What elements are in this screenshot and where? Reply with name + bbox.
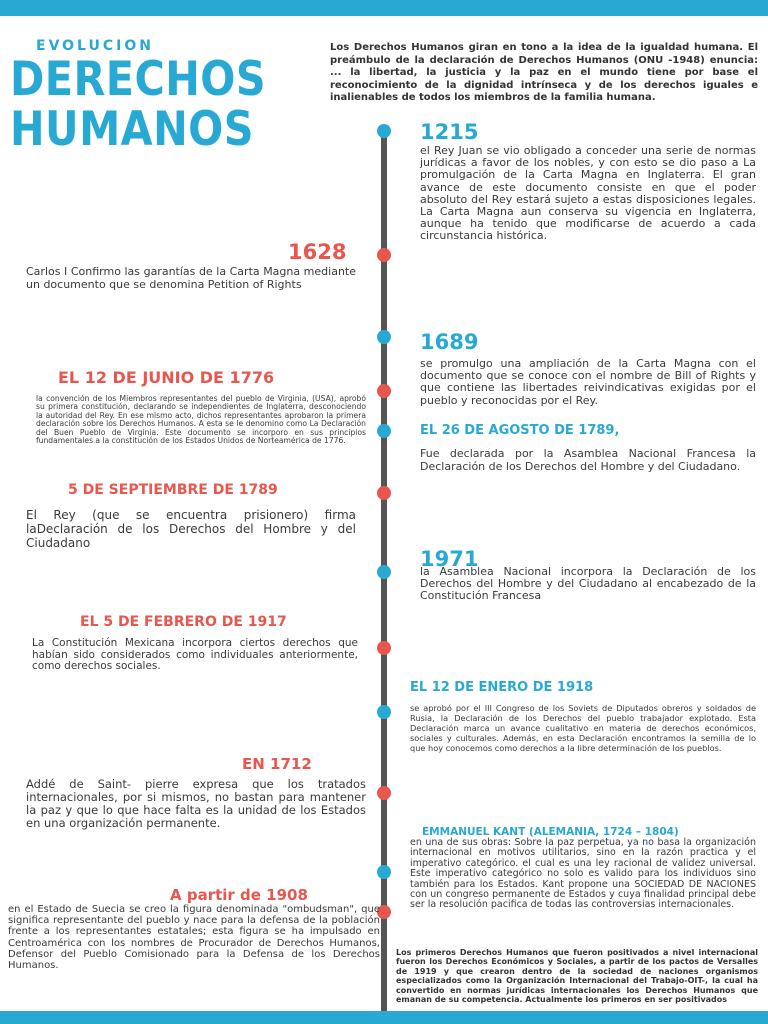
timeline-dot-kant: [377, 865, 391, 879]
event-kant-text: en una de sus obras: Sobre la paz perpetua, ya no basa la organización internacional en motivos utilitarios, sino en la razón practica y el imperativo categórico. el cual es una ley racional de validez universal. Este imperativo categórico no solo es valido para los individuos sino también para los Estados. Kant propone una SOCIEDAD DE NACIONES con un congreso permanente de Estados y cuya finalidad principal debe ser la resolución pacifica de todas las controversias internacionales.: [410, 837, 756, 911]
timeline-dot-1712: [377, 786, 391, 800]
event-1628-title: 1628: [288, 240, 347, 264]
page-title: [10, 52, 292, 157]
timeline-dot-1776: [377, 384, 391, 398]
event-kant-title: EMMANUEL KANT (ALEMANIA, 1724 – 1804): [422, 826, 679, 838]
event-1908-text: en el Estado de Suecia se creo la figura denominada "ombudsman", que significa representante del pueblo y nace para la defensa de la población frente a los representantes estatales; esta figura se ha impulsado en Centroamérica con los nombres de Procurador de Derechos Humanos, Defensor del Pueblo Comisionado para la Defensa de los Derechos Humanos.: [8, 904, 380, 972]
timeline-dot-1628: [377, 248, 391, 262]
event-1918-title: EL 12 DE ENERO DE 1918: [410, 680, 594, 695]
event-1917-text: La Constitución Mexicana incorpora ciertos derechos que habían sido considerados como individuales anteriormente, como derechos sociales.: [32, 637, 358, 673]
event-1628-text: Carlos I Confirmo las garantías de la Carta Magna mediante un documento que se denomina Petition of Rights: [26, 265, 356, 291]
timeline-dot-1789a: [377, 424, 391, 438]
timeline-dot-1789b: [377, 486, 391, 500]
timeline-dot-1917: [377, 641, 391, 655]
timeline-dot-1918: [377, 705, 391, 719]
event-1215-title: 1215: [420, 120, 479, 144]
event-1971-text: la Asamblea Nacional incorpora la Declaración de los Derechos del Hombre y del Ciudadano al encabezado de la Constitución Francesa: [420, 565, 756, 603]
event-1789a-title: EL 26 DE AGOSTO DE 1789,: [420, 423, 620, 438]
top-accent-bar: [0, 0, 768, 16]
title-line-1: DERECHOS: [10, 52, 267, 107]
event-1789b-title: 5 DE SEPTIEMBRE DE 1789: [68, 482, 278, 498]
event-1776-title: EL 12 DE JUNIO DE 1776: [58, 368, 275, 387]
event-1689-text: se promulgo una ampliación de la Carta Magna con el documento que se conoce con el nombre de Bill of Rights y que contiene las libertades reivindicativas exigidas por el pueblo y reconocidas por el Rey.: [420, 357, 756, 407]
timeline-dot-1689: [377, 330, 391, 344]
event-1776-text: la convención de los Miembros representantes del pueblo de Virginia, (USA), aprobó su primera constitución, declarando se independientes de Inglaterra, desconociendo la autoridad del Rey. En ese mismo acto, dichos representantes aprobaron la primera declaración sobre los Derechos Humanos. A esta se le denomino como La Declaración del Buen Pueblo de Virginia. Este documento se incorporo en sus principios fundamentales a la constitución de los Estados Unidos de Norteamérica de 1776.: [36, 394, 366, 446]
event-1215-text: el Rey Juan se vio obligado a conceder una serie de normas jurídicas a favor de los nobles, y con esto se dio paso a La promulgación de la Carta Magna en Inglaterra. El gran avance de este documento consiste en que el poder absoluto del Rey estará sujeto a estas disposiciones legales. La Carta Magna aun conserva su vigencia en Inglaterra, aunque ha tenido que modificarse de acuerdo a cada circunstancia histórica.: [420, 144, 756, 243]
event-1918-text: se aprobó por el III Congreso de los Soviets de Diputados obreros y soldados de Rusia, la Declaración de los Derechos del pueblo trabajador explotado. Esta Declaración marca un avance cualitativo en materia de derechos económicos, sociales y culturales. Además, en esta Declaración encontramos la semilla de lo que hoy conocemos como derechos a la libre determinación de los pueblos.: [410, 703, 756, 754]
closing-note: Los primeros Derechos Humanos que fueron positivados a nivel internacional fueron los Derechos Económicos y Sociales, a partir de los pactos de Versalles de 1919 y que crearon dentro de la sociedad de naciones organismos especializados como la Organización Internacional del Trabajo-OIT-, la cual ha convertido en normas jurídicas internacionales los Derechos Humanos que emanan de su competencia. Actualmente los primeros en ser positivados: [396, 948, 758, 1005]
event-1908-title: A partir de 1908: [170, 886, 308, 904]
event-1712-title: EN 1712: [242, 755, 312, 773]
header-kicker: EVOLUCION: [36, 38, 154, 54]
event-1712-text: Addé de Saint- pierre expresa que los tratados internacionales, por si mismos, no bastan para mantener la paz y que lo que hace falta es la unidad de los Estados en una organización permanente.: [26, 777, 366, 830]
event-1689-title: 1689: [420, 330, 479, 354]
event-1917-title: EL 5 DE FEBRERO DE 1917: [80, 614, 287, 630]
title-line-2: HUMANOS: [10, 102, 255, 157]
timeline-dot-1971: [377, 565, 391, 579]
bottom-accent-bar: [0, 1011, 768, 1024]
event-1789b-text: El Rey (que se encuentra prisionero) firma laDeclaración de los Derechos del Hombre y del Ciudadano: [26, 508, 356, 550]
timeline-dot-1215: [377, 124, 391, 138]
event-1789a-text: Fue declarada por la Asamblea Nacional Francesa la Declaración de los Derechos del Hombre y del Ciudadano.: [420, 447, 756, 473]
intro-paragraph: Los Derechos Humanos giran en tono a la idea de la igualdad humana. El preámbulo de la declaración de Derechos Humanos (ONU -1948) enuncia: ... la libertad, la justicia y la paz en el mundo tiene por base el reconocimiento de la dignidad intrínseca y de los derechos iguales e inalienables de todos los miembros de la familia humana.: [330, 42, 758, 103]
event-1971-title: 1971: [420, 547, 479, 571]
